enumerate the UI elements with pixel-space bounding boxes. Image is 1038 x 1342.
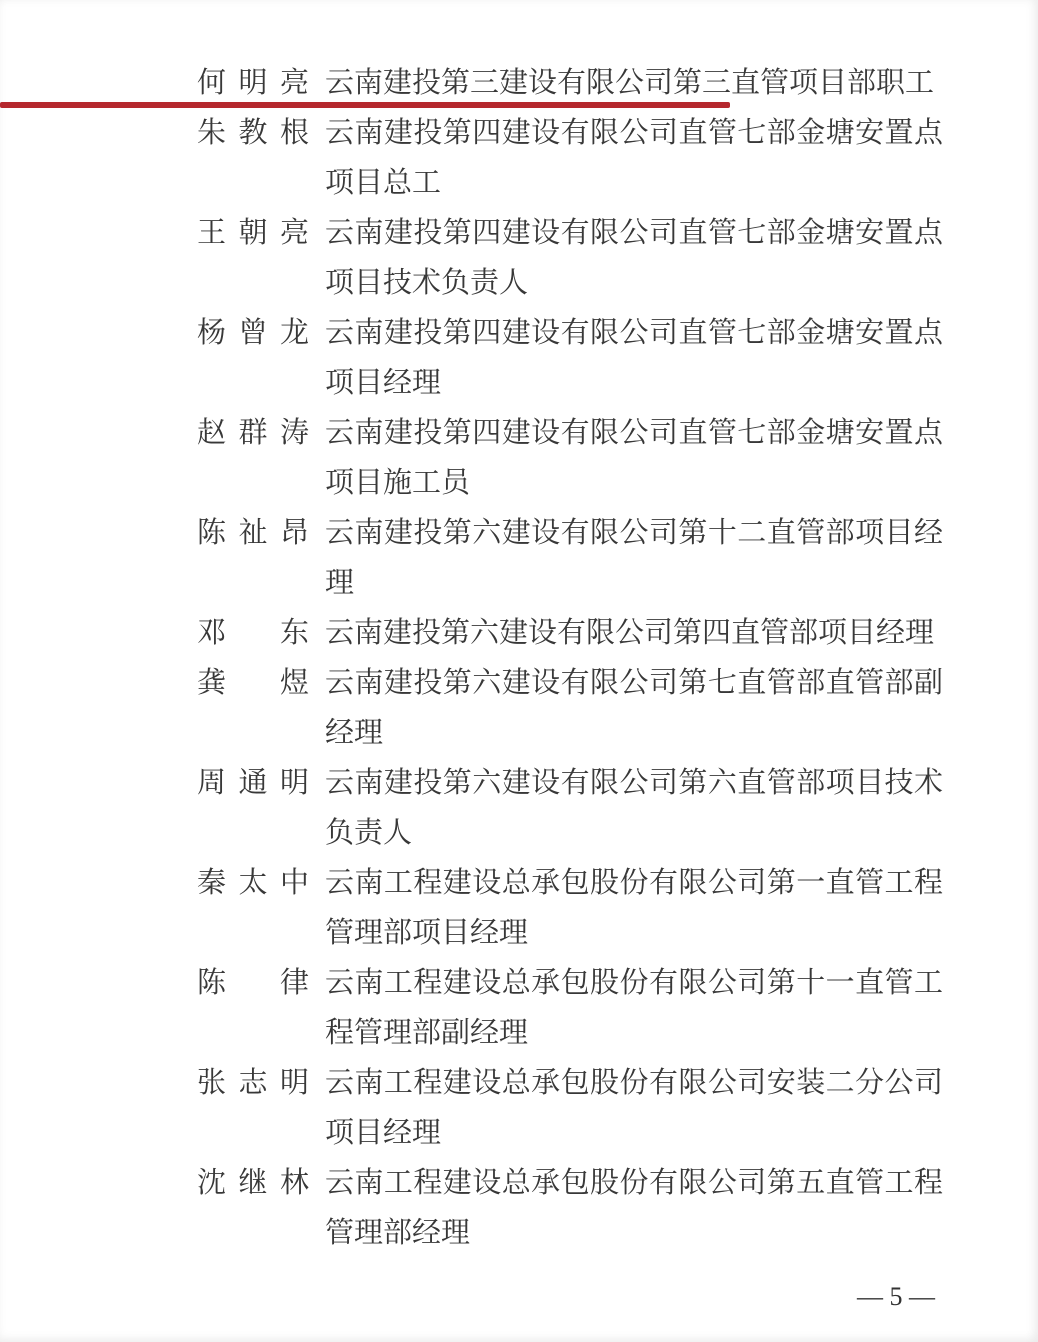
person-name: 杨曾龙 — [197, 317, 309, 349]
list-item — [0, 958, 1038, 1058]
person-name: 沈继林 — [197, 1167, 309, 1199]
list-item — [0, 108, 1038, 208]
person-title: 云南工程建设总承包股份有限公司第十一直管工程管理部副经理 — [325, 967, 943, 1049]
person-title: 云南建投第四建设有限公司直管七部金塘安置点项目总工 — [325, 117, 943, 199]
list-item — [0, 308, 1038, 408]
list-item — [0, 1158, 1038, 1258]
list-item — [0, 858, 1038, 958]
list-item — [0, 508, 1038, 608]
person-name: 张志明 — [197, 1067, 309, 1099]
list-item — [0, 608, 1038, 658]
person-title: 云南建投第四建设有限公司直管七部金塘安置点项目技术负责人 — [325, 217, 943, 299]
person-title: 云南建投第六建设有限公司第七直管部直管部副经理 — [325, 667, 943, 749]
person-title: 云南建投第三建设有限公司第三直管项目部职工 — [325, 67, 935, 99]
person-name: 王朝亮 — [197, 217, 309, 249]
person-name: 陈祉昂 — [197, 517, 309, 549]
person-title: 云南工程建设总承包股份有限公司第一直管工程管理部项目经理 — [325, 867, 943, 949]
person-title: 云南建投第四建设有限公司直管七部金塘安置点项目经理 — [325, 317, 943, 399]
person-name: 邓东 — [197, 617, 309, 649]
person-title: 云南建投第四建设有限公司直管七部金塘安置点项目施工员 — [325, 417, 943, 499]
person-title: 云南建投第六建设有限公司第六直管部项目技术负责人 — [325, 767, 943, 849]
page-number: — 5 — — [857, 1282, 935, 1311]
person-title: 云南建投第六建设有限公司第十二直管部项目经理 — [325, 517, 943, 599]
list-item — [0, 1058, 1038, 1158]
list-item — [0, 208, 1038, 308]
person-name: 秦太中 — [197, 867, 309, 899]
person-title: 云南建投第六建设有限公司第四直管部项目经理 — [325, 617, 935, 649]
person-title: 云南工程建设总承包股份有限公司第五直管工程管理部经理 — [325, 1167, 943, 1249]
person-title: 云南工程建设总承包股份有限公司安装二分公司项目经理 — [325, 1067, 943, 1149]
list-item — [0, 658, 1038, 758]
person-name: 何明亮 — [197, 67, 309, 99]
person-name: 周通明 — [197, 767, 309, 799]
person-name: 赵群涛 — [197, 417, 309, 449]
list-item — [0, 408, 1038, 508]
list-item — [0, 58, 1038, 108]
list-item — [0, 758, 1038, 858]
person-name: 陈律 — [197, 967, 309, 999]
person-name: 龚煜 — [197, 667, 309, 699]
person-name: 朱教根 — [197, 117, 309, 149]
